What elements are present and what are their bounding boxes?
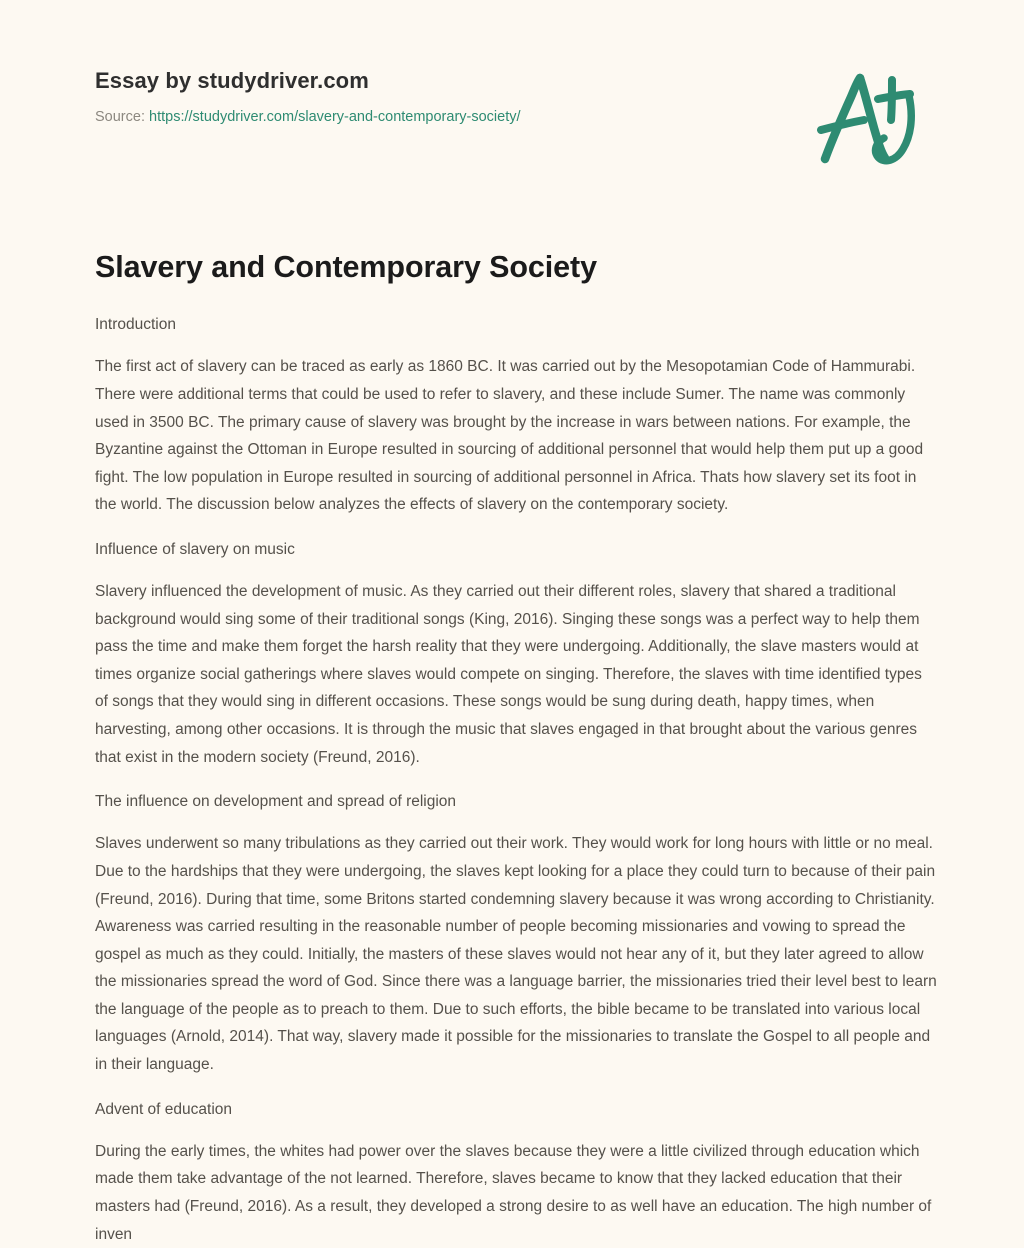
- paragraph-music: Slavery influenced the development of music. As they carried out their different roles, slavery that shared a traditional background would sing some of their traditional songs (King, 2016). Singing these songs was a perfect way to help them pass the time and make them forget the harsh reality that they were undergoing. Additionally, the slave masters would at times organize social gatherings where slaves would compete on singing. Therefore, the slaves with time identified types of songs that they would sing in different occasions. These songs would be sung during death, happy times, when harvesting, among other occasions. It is through the music that slaves engaged in that brought about the various genres that exist in the modern society (Freund, 2016).: [95, 583, 922, 766]
- paragraph-religion: Slaves underwent so many tribulations as they carried out their work. They would work for long hours with little or no meal. Due to the hardships that they were undergoing, the slaves kept looking for a place they could turn to because of their pain (Freund, 2016). During that time, some Britons started condemning slavery because it was wrong according to Christianity. Awareness was carried resulting in the reasonable number of people becoming missionaries and vowing to spread the gospel as much as they could. Initially, the masters of these slaves would not hear any of it, but they later agreed to allow the missionaries spread the word of God. Since there was a language barrier, the missionaries tried their level best to learn the language of the people as to preach to them. Due to such efforts, the bible became to be translated into various local languages (Arnold, 2014). That way, slavery made it possible for the missionaries to translate the Gospel to all people and in their language.: [95, 835, 937, 1074]
- studydriver-logo[interactable]: [806, 62, 926, 174]
- a-plus-logo-icon: [806, 62, 926, 174]
- brand-block: [95, 68, 715, 127]
- source-line: [95, 108, 715, 127]
- section-heading-introduction: Introduction: [95, 316, 176, 334]
- paragraph-introduction: The first act of slavery can be traced as early as 1860 BC. It was carried out by the Mesopotamian Code of Hammurabi. There were additional terms that could be used to refer to slavery, and these include Sumer. The name was commonly used in 3500 BC. The primary cause of slavery was brought by the increase in wars between nations. For example, the Byzantine against the Ottoman in Europe resulted in sourcing of additional personnel that would help them put up a good fight. The low population in Europe resulted in sourcing of additional personnel in Africa. Thats how slavery set its foot in the world. The discussion below analyzes the effects of slavery on the contemporary society.: [95, 358, 924, 514]
- source-url-link[interactable]: https://studydriver.com/slavery-and-contemporary-society/: [149, 109, 521, 126]
- article-body: [95, 248, 938, 1248]
- source-label: Source:: [95, 109, 145, 126]
- document-header: [0, 0, 1024, 200]
- section-heading-education: Advent of education: [95, 1100, 233, 1118]
- paragraph-education: During the early times, the whites had power over the slaves because they were a little civilized through education which made them take advantage of the not learned. Therefore, slaves became to know that they lacked education that their masters had (Freund, 2016). As a result, they developed a strong desire to as well have an education. The high number of inven: [95, 1142, 932, 1243]
- section-heading-religion: The influence on development and spread of religion: [95, 793, 457, 811]
- brand-title: Essay by studydriver.com: [95, 68, 369, 93]
- section-heading-music: Influence of slavery on music: [95, 540, 295, 558]
- page-title: Slavery and Contemporary Society: [95, 250, 597, 284]
